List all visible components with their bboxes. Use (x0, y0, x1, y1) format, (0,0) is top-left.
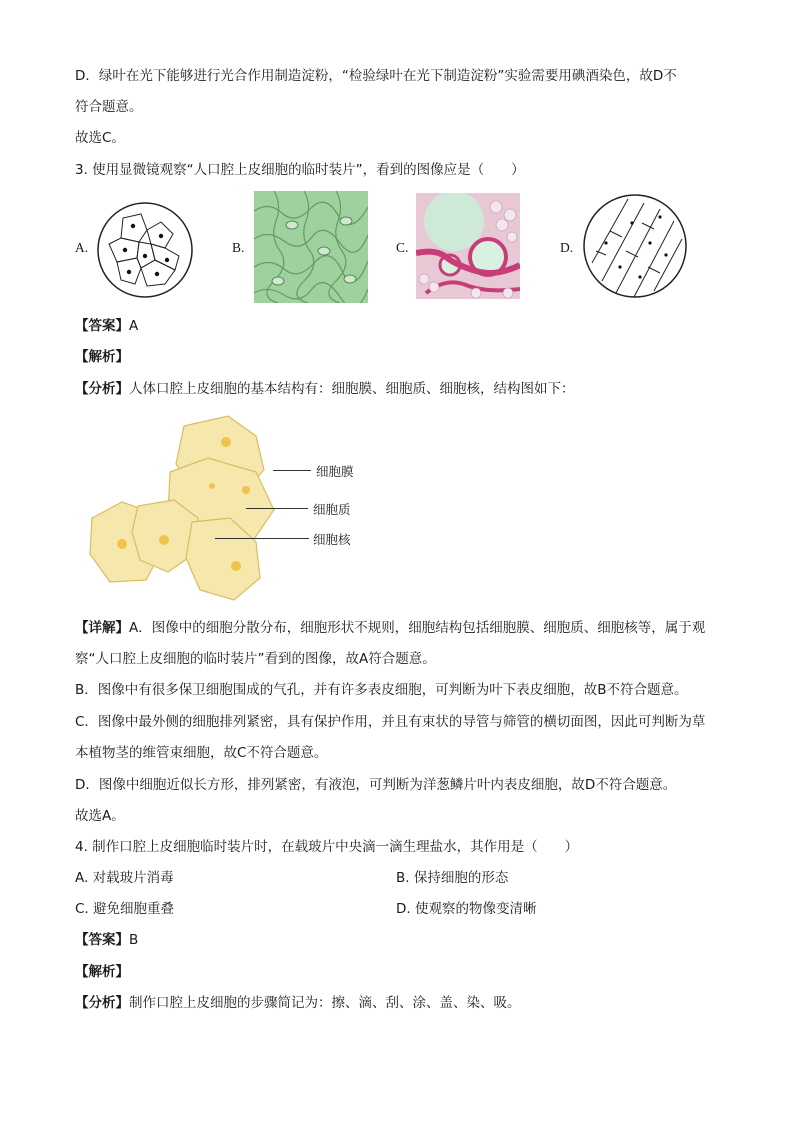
option-c-label: C. (396, 240, 409, 255)
choose-a: 故选A。 (75, 808, 125, 824)
detail-d: D．图像中细胞近似长方形，排列紧密，有液泡，可判断为洋葱鳞片叶内表皮细胞，故D不符合题意。 (75, 777, 677, 793)
analysis-tag: 【解析】 (75, 964, 129, 980)
option-b-leaf-epidermis-figure (254, 191, 368, 303)
analysis-sub-tag: 【分析】 (75, 381, 129, 397)
q4-option-c: C. 避免细胞重叠 (75, 901, 175, 917)
q4-option-a: A. 对载玻片消毒 (75, 870, 174, 886)
text-line-choose: 故选C。 (75, 130, 125, 146)
label-cell-membrane: 细胞膜 (316, 464, 354, 479)
option-d-label: D. (560, 240, 574, 255)
question-3: 3. 使用显微镜观察“人口腔上皮细胞的临时装片”，看到的图像应是（ ） (75, 162, 525, 178)
text-line: 符合题意。 (75, 99, 143, 115)
leader-line-cytoplasm (246, 508, 308, 509)
analysis-sub-tag: 【分析】 (75, 995, 129, 1011)
option-c-stem-vascular-figure (416, 193, 520, 299)
option-b-label: B. (232, 240, 245, 255)
analysis-tag: 【解析】 (75, 349, 129, 365)
text-line-d-option: D．绿叶在光下能够进行光合作用制造淀粉，“检验绿叶在光下制造淀粉”实验需要用碘酒染色，故D不 (75, 68, 677, 84)
leader-line-membrane (273, 470, 311, 471)
answer-3 (75, 316, 138, 336)
detail-a-line1 (75, 618, 705, 638)
detail-text: A．图像中的细胞分散分布，细胞形状不规则，细胞结构包括细胞膜、细胞质、细胞核等，属于观 (129, 620, 706, 636)
option-a-label: A. (75, 240, 89, 255)
detail-a-line2: 察“人口腔上皮细胞的临时装片”看到的图像，故A符合题意。 (75, 651, 436, 667)
answer-4 (75, 930, 138, 950)
option-a-cheek-cells-figure (95, 200, 195, 300)
q4-option-d: D. 使观察的物像变清晰 (396, 901, 537, 917)
question-4: 4. 制作口腔上皮细胞临时装片时，在载玻片中央滴一滴生理盐水，其作用是（ ） (75, 839, 579, 855)
answer-tag: 【答案】 (75, 318, 129, 334)
analysis-3 (75, 379, 575, 399)
detail-c-line2: 本植物茎的维管束细胞，故C不符合题意。 (75, 745, 328, 761)
analysis-text: 制作口腔上皮细胞的步骤简记为：擦、滴、刮、涂、盖、染、吸。 (129, 995, 521, 1011)
label-cytoplasm: 细胞质 (313, 502, 351, 517)
answer-tag: 【答案】 (75, 932, 129, 948)
answer-value: A (129, 318, 139, 334)
option-d-onion-cells-figure (582, 193, 688, 299)
detail-c-line1: C．图像中最外侧的细胞排列紧密，具有保护作用，并且有束状的导管与筛管的横切面图，因此可判断为草 (75, 714, 706, 730)
analysis-text: 人体口腔上皮细胞的基本结构有：细胞膜、细胞质、细胞核，结构图如下： (129, 381, 575, 397)
detail-tag: 【详解】 (75, 620, 129, 636)
label-nucleus: 细胞核 (313, 532, 351, 547)
analysis-4 (75, 993, 521, 1013)
q4-option-b: B. 保持细胞的形态 (396, 870, 509, 886)
answer-value: B (129, 932, 139, 948)
leader-line-nucleus (215, 538, 309, 539)
detail-b: B．图像中有很多保卫细胞围成的气孔，并有许多表皮细胞，可判断为叶下表皮细胞，故B不符合题意。 (75, 682, 688, 698)
